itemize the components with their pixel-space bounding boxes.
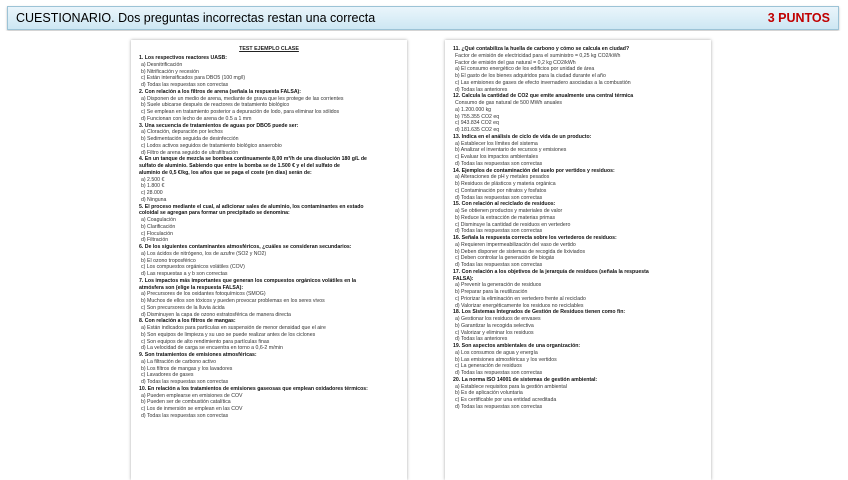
answer-option: a) Los ácidos de nitrógeno, los de azufre (SO2 y NO2) (141, 250, 267, 257)
answer-option: Factor de emisión del gas natural = 0,2 kg CO2/kWh (455, 59, 576, 66)
answer-option: c) Los compuestos orgánicos volátiles (COV) (141, 264, 245, 271)
answer-option: b) Deben disponer de sistemas de recogida de lixiviados (455, 248, 586, 255)
answer-option: c) Deben controlar la generación de biogás (455, 255, 555, 262)
answer-option: a) Gestionar los residuos de envases (455, 316, 541, 322)
answer-option: c) Es certificable por una entidad acreditada (455, 397, 557, 403)
answer-option: c) 943.834 CO2 eq (455, 120, 499, 127)
question-list-right (453, 46, 703, 411)
answer-option: a) Establece requisitos para la gestión ambiental (455, 383, 567, 390)
question-text: 19. Son aspectos ambientales de una organización: (453, 343, 581, 349)
answer-option: d) Filtración (141, 237, 169, 244)
points-label: 3 PUNTOS (767, 11, 830, 25)
answer-option: b) Preparar para la reutilización (455, 289, 528, 295)
answer-option: d) Todas las respuestas son correctas (455, 262, 543, 268)
answer-option: d) Ninguna (141, 196, 167, 203)
question-text: 16. Señala la respuesta correcta sobre los vertederos de residuos: (453, 235, 617, 241)
document-title: TEST EJEMPLO CLASE (239, 46, 299, 52)
answer-option: c) 28.000 (141, 190, 163, 196)
answer-option: d) Funcionan con lecho de arena de 0.5 a 1 mm (141, 115, 252, 122)
answer-option: d) La velocidad de carga se encuentra en torno a 0,6-2 m/min (141, 345, 283, 352)
question-text: atmósfera son (elige la respuesta FALSA): (139, 284, 244, 291)
answer-option: a) Desnitrificación (141, 61, 183, 68)
question-text: 11. ¿Qué contabiliza la huella de carbono y cómo se calcula en ciudad? (453, 46, 630, 52)
answer-option: c) Lodos activos seguidos de tratamiento biológico anaerobio (141, 142, 282, 149)
question-text: 3. Una secuencia de tratamientos de aguas por DBO5 puede ser: (139, 122, 299, 129)
answer-option: c) Priorizar la eliminación en vertedero frente al reciclado (455, 295, 586, 302)
answer-option: b) Residuos de plásticos y materia orgánica (455, 181, 556, 187)
answer-option: c) Están intensificados para DBO5 (100 mg/l) (141, 75, 246, 82)
answer-option: b) Es de aplicación voluntaria (455, 390, 523, 397)
document-viewer (0, 31, 848, 477)
answer-option: d) Todas las anteriores (455, 336, 508, 343)
answer-option: b) Las emisiones atmosféricas y los vertidos (455, 356, 557, 363)
answer-option: b) Garantizar la recogida selectiva (455, 322, 534, 329)
answer-option: a) Prevenir la generación de residuos (455, 282, 542, 289)
answer-option: b) Muchos de ellos son tóxicos y pueden provocar problemas en los seres vivos (141, 298, 325, 304)
answer-option: d) 181.635 CO2 eq (455, 127, 500, 133)
question-text: aluminio de 0,5 €/kg, los años que se paga el coste (en días) serán de: (139, 169, 312, 176)
question-text: 5. El proceso mediante el cual, al adicionar sales de aluminio, los contaminantes en estado (139, 203, 364, 210)
question-text: 18. Los Sistemas Integrados de Gestión de Residuos tienen como fin: (453, 309, 626, 316)
answer-option: a) 1.200.000 kg (455, 106, 492, 113)
answer-option: a) Alteraciones de pH y metales pesados (455, 174, 550, 181)
question-text: 13. Indica en el análisis de ciclo de vida de un producto: (453, 133, 592, 140)
answer-option: c) Evaluar los impactos ambientales (455, 154, 539, 160)
question-list-left (139, 55, 399, 420)
answer-option: a) Coagulación (141, 217, 176, 223)
answer-option: d) Todas las respuestas son correctas (141, 82, 229, 88)
answer-option: b) Reduce la extracción de materias primas (455, 214, 556, 221)
answer-option: c) Floculación (141, 230, 174, 237)
question-text: 4. En un tanque de mezcla se bombea continuamente 8,00 m³/h de una disolución 180 g/L de (139, 156, 367, 163)
quiz-title: CUESTIONARIO. Dos preguntas incorrectas restan una correcta (16, 11, 376, 25)
answer-option: a) Se obtienen productos y materiales de valor (455, 208, 563, 214)
answer-option: c) Los de inmersión se emplean en las COV (141, 406, 243, 412)
answer-option: b) Sedimentación seguida de desinfección (141, 136, 239, 142)
answer-option: a) Pueden emplearse en emisiones de COV (141, 392, 243, 399)
answer-option: c) Son precursores de la lluvia ácida (141, 304, 225, 311)
answer-option: a) 2.500 € (141, 176, 165, 183)
answer-option: b) Pueden ser de combustión catalítica (141, 399, 231, 406)
answer-option: c) Las emisiones de gases de efecto invernadero asociadas a la combustión (455, 79, 631, 86)
answer-option: b) El ozono troposférico (141, 257, 196, 264)
answer-option: c) Se emplean en tratamiento posterior a depuración de lodo, para eliminar los sólidos (141, 109, 340, 115)
question-text: 14. Ejemplos de contaminación del suelo por vertidos y residuos: (453, 167, 615, 174)
answer-option: b) Nitrificación y recesión (141, 68, 199, 75)
answer-option: a) Los consumos de agua y energía (455, 349, 538, 356)
question-text: coloidal se agregan para formar un precipitado se denomina: (139, 210, 290, 217)
question-text: 8. Con relación a los filtros de mangas: (139, 318, 236, 325)
answer-option: c) La generación de residuos (455, 363, 522, 370)
answer-option: Consumo de gas natural de 500 MWh anuales (455, 100, 562, 106)
question-text: 2. Con relación a los filtros de arena (señala la respuesta FALSA): (139, 88, 302, 95)
answer-option: a) Cloración, depuración por lechos (141, 129, 223, 136)
question-text: sulfato de aluminio. Sabiendo que entre la bomba se de 1.500 € y el del sulfato de (139, 163, 340, 169)
answer-option: Factor de emisión de electricidad para el suministro = 0,25 kg CO2/kWh (455, 52, 621, 59)
answer-option: c) Son equipos de alto rendimiento para partículas finas (141, 338, 270, 345)
answer-option: b) Analizar el inventario de recursos y emisiones (455, 147, 567, 154)
answer-option: a) Disponen de un medio de arena, mediante de grava que les protege de las corrientes (141, 95, 344, 102)
answer-option: d) Filtro de arena seguido de ultrafiltración (141, 149, 239, 156)
document-page-right (445, 40, 711, 480)
answer-option: a) Están indicados para partículas en suspensión de menor densidad que el aire (141, 325, 326, 331)
answer-option: c) Contaminación por nitratos y fosfatos (455, 187, 547, 194)
question-text: 17. Con relación a los objetivos de la jerarquía de residuos (señala la respuesta (453, 268, 649, 275)
document-page-left (131, 40, 407, 480)
question-text: 9. Son tratamientos de emisiones atmosféricas: (139, 352, 257, 358)
answer-option: d) Todas las respuestas son correctas (455, 160, 543, 167)
quiz-header-bar (7, 6, 839, 30)
answer-option: d) Todas las respuestas son correctas (455, 370, 543, 376)
answer-option: d) Disminuyen la capa de ozono estratosférica de manera directa (141, 311, 291, 318)
answer-option: d) Todas las anteriores (455, 86, 508, 93)
answer-option: a) Precursores de los oxidantes fotoquímicos (SMOG) (141, 291, 266, 298)
answer-option: b) 755.355 CO2 eq (455, 113, 500, 120)
answer-option: c) Disminuye la cantidad de residuos en vertedero (455, 221, 571, 228)
question-text: 20. La norma ISO 14001 de sistemas de gestión ambiental: (453, 376, 598, 383)
answer-option: a) El consumo energético de los edificios por unidad de área (455, 66, 595, 73)
question-text: FALSA): (453, 275, 474, 282)
answer-option: d) Valorizar energéticamente los residuos no reciclables (455, 302, 584, 309)
answer-option: c) Lavadores de gases (141, 372, 194, 379)
answer-option: a) Requieren impermeabilización del vaso de vertido (455, 241, 576, 248)
question-text: 15. Con relación al reciclado de residuos: (453, 201, 556, 208)
answer-option: d) Todas las respuestas son correctas (455, 194, 543, 201)
answer-option: b) Suele ubicarse después de reactores de tratamiento biológico (141, 102, 290, 109)
question-text: 10. En relación a los tratamientos de emisiones gaseosas que emplean oxidadores térmicos: (139, 385, 368, 392)
answer-option: d) Todas las respuestas son correctas (141, 412, 229, 419)
answer-option: b) Los filtros de mangas y los lavadores (141, 365, 233, 372)
question-text: 1. Los respectivos reactores UASB: (139, 55, 227, 61)
answer-option: b) Clarificación (141, 223, 176, 230)
answer-option: a) La filtración de carbono activo (141, 358, 216, 365)
answer-option: d) Todas las respuestas son correctas (141, 379, 229, 385)
question-text: 6. De los siguientes contaminantes atmosféricos, ¿cuáles se consideran secundarios: (139, 244, 352, 250)
answer-option: b) Son equipos de limpieza y su uso se puede realizar antes de los ciclones (141, 331, 316, 338)
answer-option: d) Todas las respuestas son correctas (455, 403, 543, 410)
question-text: 7. Los impactos más importantes que generan los compuestos orgánicos volátiles en la (139, 277, 357, 284)
answer-option: a) Establecer los límites del sistema (455, 140, 538, 147)
answer-option: c) Valorizar y eliminar los residuos (455, 329, 534, 336)
answer-option: d) Todas las respuestas son correctas (455, 228, 543, 235)
answer-option: b) El gasto de los bienes adquiridos para la ciudad durante el año (455, 73, 606, 79)
answer-option: d) Las respuestas a y b son correctas (141, 271, 228, 277)
answer-option: b) 1.800 € (141, 183, 165, 190)
question-text: 12. Calcula la cantidad de CO2 que emite anualmente una central térmica (453, 93, 634, 100)
